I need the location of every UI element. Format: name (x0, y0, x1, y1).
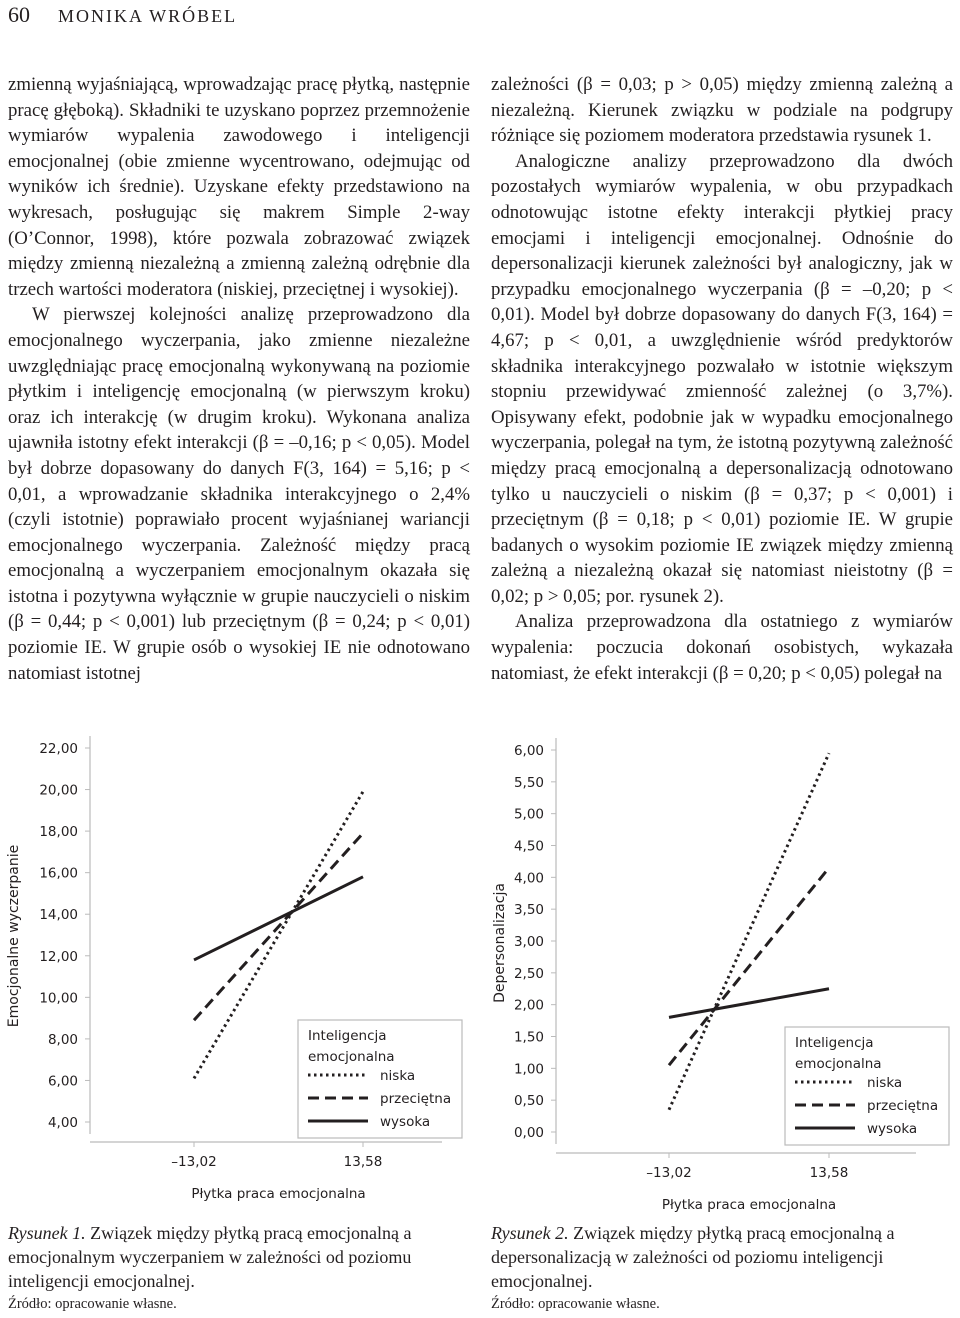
y-tick-label: 1,50 (513, 1029, 544, 1046)
x-tick-label: 13,58 (343, 1154, 383, 1170)
y-tick-label: 20,00 (39, 782, 78, 799)
y-tick-label: 3,50 (513, 902, 544, 919)
y-tick-label: 5,00 (513, 806, 544, 823)
chart-svg-1 (0, 728, 470, 1208)
y-tick-label: 6,00 (47, 1073, 78, 1090)
y-tick-label: 10,00 (39, 990, 78, 1007)
legend-title-line-2: emocjonalna (795, 1056, 882, 1072)
caption-label: Rysunek 2. (491, 1223, 569, 1243)
y-tick-label: 4,00 (513, 870, 544, 887)
x-tick-label: –13,02 (646, 1165, 692, 1181)
y-tick-label: 12,00 (39, 948, 78, 965)
y-tick-label: 8,00 (47, 1031, 78, 1048)
figure-1-chart (0, 728, 470, 1208)
y-axis-title: Emocjonalne wyczerpanie (6, 844, 22, 1028)
legend-label-wysoka: wysoka (380, 1114, 431, 1130)
figure-2-chart (478, 728, 960, 1218)
legend-label-niska: niska (867, 1075, 903, 1091)
series-line-przeciętna (194, 833, 363, 1020)
running-title: MONIKA WRÓBEL (58, 6, 238, 26)
y-tick-label: 0,00 (513, 1125, 544, 1141)
legend-title-line-1: Inteligencja (308, 1028, 387, 1044)
paragraph: Analogiczne analizy przeprowadzono dla dwóch pozostałych wymiarów wypalenia, w obu przypadkach odnotowując istotne efekty interakcji płytkiej pracy emocjami i inteligencji emocjonalnej. Odnośnie do depersonalizacji kierunek zależności był analogiczny, jak w przypadku emocjonalnego wyczerpania (β = –0,20; p < 0,01). Model był dobrze dopasowany do danych F(3, 164) = 4,67; p < 0,01, a uwzględnienie wśród predyktorów składnika interakcyjnego pozwalało w istotnie większym stopniu przewidywać zmienność zależnej (o 3,7%). Opisywany efekt, podobnie jak w wypadku emocjonalnego wyczerpania, polegał na tym, że istotną pozytywną zależność między pracą emocjonalną a depersonalizacją odnotowano tylko u nauczycieli o niskim (β = 0,37; p < 0,001) i przeciętnym (β = 0,18; p < 0,01) poziomie IE. W grupie badanych o wysokim poziomie IE związek między zmienną zależną a niezależną okazał się natomiast nieistotny (β = 0,02; p > 0,05; por. rysunek 2). (491, 150, 953, 607)
y-axis-title: Depersonalizacja (492, 883, 508, 1003)
x-tick-label: –13,02 (171, 1154, 217, 1170)
series-line-wysoka (194, 877, 363, 960)
paragraph: zależności (β = 0,03; p > 0,05) między zmienną zależną a niezależną. Kierunek związku w podziale na podgrupy różniące się poziomem moderatora przedstawia rysunek 1. (491, 74, 953, 147)
y-tick-label: 22,00 (39, 741, 78, 757)
paragraph: W pierwszej kolejności analizę przeprowadzono dla emocjonalnego wyczerpania, jako zmienne niezależne uwzględniając pracę emocjonalną wykonywaną na poziomie płytkim i inteligencję emocjonalną (w pierwszym kroku) oraz ich interakcję (w drugim kroku). Wykonana analiza ujawniła istotny efekt interakcji (β = –0,16; p < 0,05). Model był dobrze dopasowany do danych F(3, 164) = 5,16; p < 0,01, a wprowadzanie składnika interakcyjnego o 2,4% (czyli istotnie) poprawiało procent wyjaśnianej wariancji emocjonalnego wyczerpania. Zależność między pracą emocjonalną a wyczerpaniem emocjonalnym okazała się istotna i pozytywna wyłącznie w grupie nauczycieli o niskim (β = 0,44; p < 0,001) lub przeciętnym (β = 0,24; p < 0,01) poziomie IE. W grupie osób o wysokiej IE nie odnotowano natomiast istotnej (8, 304, 470, 684)
figure-2-caption (491, 1221, 953, 1293)
page-number: 60 (8, 2, 30, 27)
y-tick-label: 0,50 (513, 1093, 544, 1110)
text-column-left (8, 72, 470, 686)
y-tick-label: 18,00 (39, 824, 78, 841)
x-tick-label: 13,58 (809, 1165, 849, 1181)
series-line-wysoka (669, 989, 829, 1018)
figure-1-source: Źródło: opracowanie własne. (8, 1296, 177, 1312)
y-tick-label: 5,50 (513, 774, 544, 791)
running-header (8, 2, 237, 28)
caption-label: Rysunek 1. (8, 1223, 86, 1243)
y-tick-label: 3,00 (513, 934, 544, 950)
chart-svg-2 (478, 728, 960, 1218)
legend-title-line-1: Inteligencja (795, 1035, 874, 1051)
y-tick-label: 16,00 (39, 865, 78, 882)
x-axis-title: Płytka praca emocjonalna (661, 1197, 837, 1213)
figure-2-source: Źródło: opracowanie własne. (491, 1296, 660, 1312)
y-tick-label: 14,00 (39, 907, 78, 924)
y-tick-label: 6,00 (513, 743, 544, 759)
x-axis-title: Płytka praca emocjonalna (191, 1186, 366, 1202)
y-tick-label: 2,50 (513, 965, 544, 982)
caption-text: Związek między płytką pracą emocjonalną a emocjonalnym wyczerpaniem w zależności od poziomu inteligencji emocjonalnej. (8, 1223, 412, 1291)
y-tick-label: 1,00 (513, 1061, 544, 1078)
y-tick-label: 2,00 (513, 997, 544, 1014)
legend-label-niska: niska (380, 1068, 416, 1084)
legend-label-przeciętna: przeciętna (380, 1091, 452, 1107)
y-tick-label: 4,50 (513, 838, 544, 855)
text-column-right (491, 72, 953, 686)
legend-label-wysoka: wysoka (867, 1121, 918, 1137)
paragraph: zmienną wyjaśniającą, wprowadzając pracę płytką, następnie pracę głęboką). Składniki te uzyskano poprzez przemnożenie wymiarów wypalenia zawodowego i inteligencji emocjonalnej (obie zmienne wycentrowano, odejmując od wyników ich średnie). Uzyskane efekty przedstawiono na wykresach, posługując się makrem Simple 2-way (O’Connor, 1998), które pozwala zobrazować związek między zmienną niezależną a zmienną zależną odrębnie dla trzech wartości moderatora (niskiej, przeciętnej i wysokiej). (8, 74, 470, 300)
legend-label-przeciętna: przeciętna (867, 1098, 939, 1114)
caption-text: Związek między płytką pracą emocjonalną a depersonalizacją w zależności od poziomu inteligencji emocjonalnej. (491, 1223, 895, 1291)
figure-1-caption (8, 1221, 460, 1293)
paragraph: Analiza przeprowadzona dla ostatniego z wymiarów wypalenia: poczucia dokonań osobistych, wykazała natomiast, że efekt interakcji (β = 0,20; p < 0,05) polegał na (491, 611, 953, 684)
y-tick-label: 4,00 (47, 1115, 78, 1131)
legend-title-line-2: emocjonalna (308, 1049, 395, 1065)
